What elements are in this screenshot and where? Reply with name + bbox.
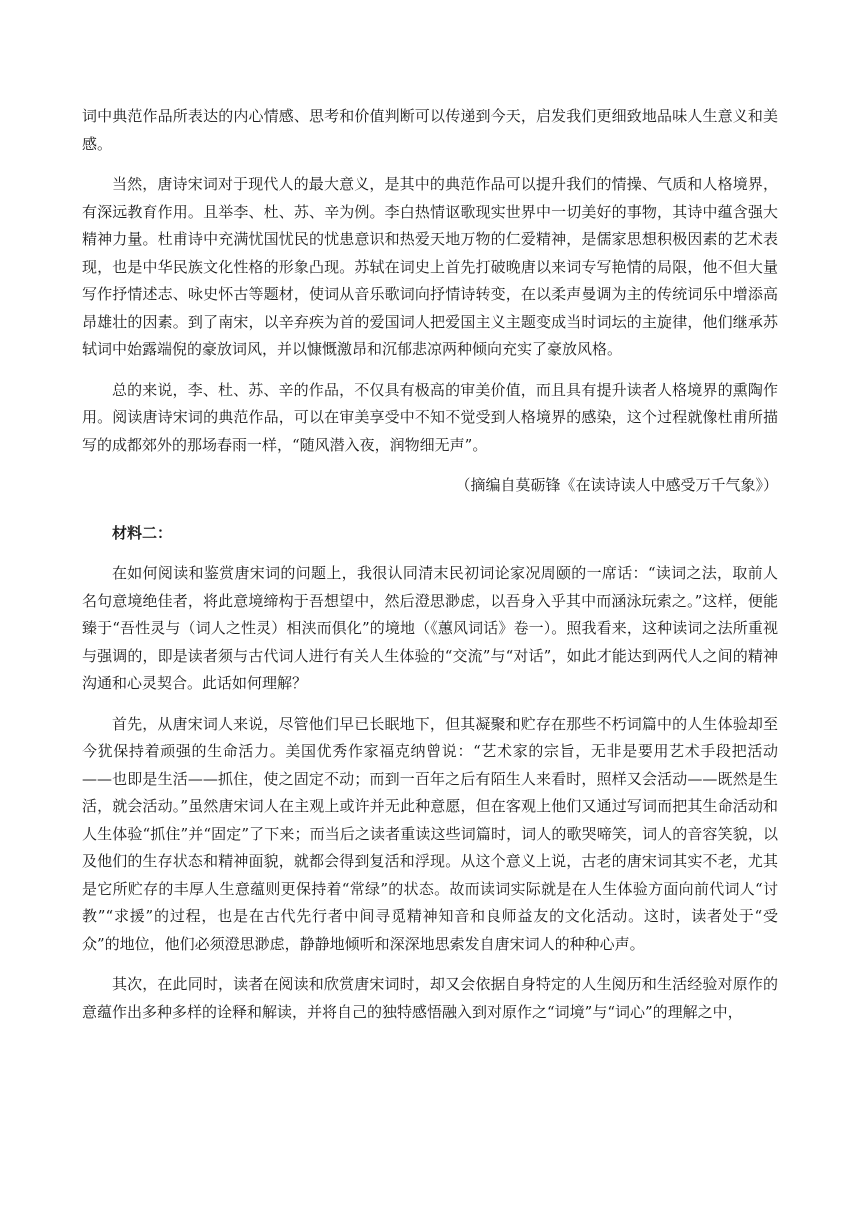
material-two-heading: 材料二： xyxy=(112,523,173,542)
paragraph-summary: 总的来说，李、杜、苏、辛的作品，不仅具有极高的审美价值，而且具有提升读者人格境界的熏陶作用。阅读唐诗宋词的典范作品，可以在审美享受中不知不觉受到人格境界的感染，这个过程就像杜甫所描写的成都郊外的那场春雨一样，“随风潜入夜，润物细无声”。 xyxy=(82,380,778,454)
paragraph-continued: 词中典范作品所表达的内心情感、思考和价值判断可以传递到今天，启发我们更细致地品味人生意义和美感。 xyxy=(82,107,778,153)
paragraph-second: 其次，在此同时，读者在阅读和欣赏唐宋词时，却又会依据自身特定的人生阅历和生活经验对原作的意蕴作出多种多样的诠释和解读，并将自己的独特感悟融入到对原作之“词境”与“词心”的理解之中， xyxy=(82,975,778,1021)
paragraph-reading-method: 在如何阅读和鉴赏唐宋词的问题上，我很认同清末民初词论家况周颐的一席话：“读词之法，取前人名句意境绝佳者，将此意境缔构于吾想望中，然后澄思渺虑，以吾身入乎其中而涵泳玩索之。”这样，便能臻于“吾性灵与（词人之性灵）相浃而俱化”的境地（《蕙风词话》卷一）。照我看来，这种读词之法所重视与强调的，即是读者须与古代词人进行有关人生体验的“交流”与“对话”，如此才能达到两代人之间的精神沟通和心灵契合。此话如何理解？ xyxy=(82,564,778,692)
source-citation: （摘编自莫砺锋《在读诗读人中感受万千气象》） xyxy=(455,476,778,494)
paragraph-first: 首先，从唐宋词人来说，尽管他们早已长眠地下，但其凝聚和贮存在那些不朽词篇中的人生体验却至今犹保持着顽强的生命活力。美国优秀作家福克纳曾说：“艺术家的宗旨，无非是要用艺术手段把活动——也即是生活——抓住，使之固定不动；而到一百年之后有陌生人来看时，照样又会活动——既然是生活，就会活动。”虽然唐宋词人在主观上或许并无此种意愿，但在客观上他们又通过写词而把其生命活动和人生体验“抓住”并“固定”了下来；而当后之读者重读这些词篇时，词人的歌哭啼笑，词人的音容笑貌，以及他们的生存状态和精神面貌，就都会得到复活和浮现。从这个意义上说，古老的唐宋词其实不老，尤其是它所贮存的丰厚人生意蕴则更保持着“常绿”的状态。故而读词实际就是在人生体验方面向前代词人“讨教”“求援”的过程，也是在古代先行者中间寻觅精神知音和良师益友的文化活动。这时，读者处于“受众”的地位，他们必须澄思渺虑，静静地倾听和深深地思索发自唐宋词人的种种心声。 xyxy=(82,714,778,953)
paragraph-significance: 当然，唐诗宋词对于现代人的最大意义，是其中的典范作品可以提升我们的情操、气质和人格境界，有深远教育作用。且举李、杜、苏、辛为例。李白热情讴歌现实世界中一切美好的事物，其诗中蕴含强大精神力量。杜甫诗中充满忧国忧民的忧患意识和热爱天地万物的仁爱精神，是儒家思想积极因素的艺术表现，也是中华民族文化性格的形象凸现。苏轼在词史上首先打破晚唐以来词专写艳情的局限，他不但大量写作抒情述志、咏史怀古等题材，使词从音乐歌词向抒情诗转变，在以柔声曼调为主的传统词乐中增添高昂雄壮的因素。到了南宋，以辛弃疾为首的爱国词人把爱国主义主题变成当时词坛的主旋律，他们继承苏轼词中始露端倪的豪放词风，并以慷慨激昂和沉郁悲凉两种倾向充实了豪放风格。 xyxy=(82,175,778,358)
